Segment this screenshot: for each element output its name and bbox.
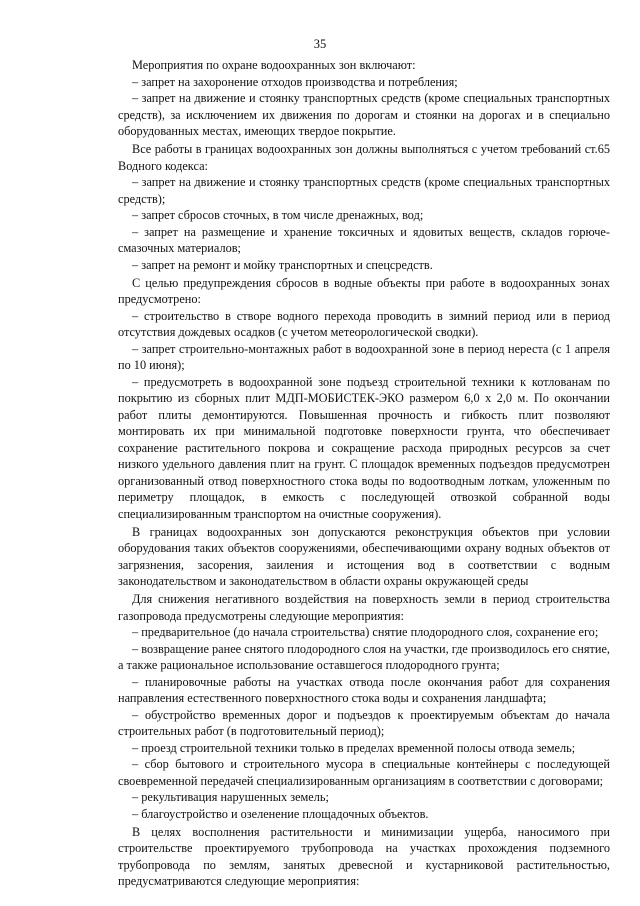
list-item-temporary-roads: – обустройство временных дорог и подъездов к проектируемым объектам до начала строительных работ (в подготовительный период); — [118, 707, 610, 738]
list-item-road-plates: – предусмотреть в водоохранной зоне подъезд строительной техники к котлованам по покрытию из сборных плит МДП-МОБИСТЕК-ЭКО размером 6,0 х 2,0 м. По окончании работ плиты демонтируются. Повышенная прочность и гибкость плит позволяют монтировать их при минимальной подготовке поверхности грунта, что обеспечивает сохранение растительного покрова и сокращение расхода природных ресурсов за счет низкого удельного давления плит на грунт. С площадок временных подъездов предусмотрен организованный отвод поверхностного стока воды по водоотводным лоткам, уложенным по периметру площадок, в емкость с последующей отвозкой собранной воды специализированным транспортом на очистные сооружения). — [118, 374, 610, 521]
paragraph-vegetation-restoration: В целях восполнения растительности и минимизации ущерба, наносимого при строительстве проектируемого трубопровода на участках прохождения подземного трубопровода по землям, занятых древесной и кустарниковой растительностью, предусматриваются следующие мероприятия: — [118, 824, 610, 888]
list-item-vehicle-ban: – запрет на движение и стоянку транспортных средств (кроме специальных транспортных средств), за исключением их движения по дорогам и стоянки на дорогах и в специально оборудованных местах, имеющих твердое покрытие. — [118, 91, 610, 138]
paragraph-reconstruction: В границах водоохранных зон допускаются реконструкция объектов при условии оборудования таких объектов сооружениями, обеспечивающими охрану водных объектов от загрязнения, засорения, заиления и истощения вод в соответствии с водным законодательством и законодательством в области охраны окружающей среды — [118, 524, 610, 588]
list-item-toxic-storage-ban: – запрет на размещение и хранение токсичных и ядовитых веществ, складов горюче-смазочных материалов; — [118, 224, 610, 255]
list-item-topsoil-return: – возвращение ранее снятого плодородного слоя на участки, где производилось его снятие, а также рациональное использование оставшегося плодородного грунта; — [118, 641, 610, 672]
page-number: 35 — [313, 37, 327, 51]
list-item-recultivation: – рекультивация нарушенных земель; — [132, 790, 329, 804]
list-item-equipment-passage: – проезд строительной техники только в пределах временной полосы отвода земель; — [132, 740, 576, 755]
list-item-landscaping: – благоустройство и озеленение площадочных объектов. — [132, 806, 429, 821]
list-item-waste-collection: – сбор бытового и строительного мусора в специальные контейнеры с последующей своевременной передачей специализированным организациям в соответствии с договорами; — [118, 757, 610, 788]
list-item-grading-works: – планировочные работы на участках отвода после окончания работ для сохранения направления естественного поверхностного стока воды и сохранения ландшафта; — [118, 674, 610, 705]
list-item-repair-washing-ban: – запрет на ремонт и мойку транспортных и спецсредств. — [132, 257, 433, 272]
paragraph-discharge-prevention: С целью предупреждения сбросов в водные объекты при работе в водоохранных зонах предусмотрено: — [118, 275, 610, 306]
list-item-wastewater-discharge-ban: – запрет сбросов сточных, в том числе дренажных, вод; — [132, 208, 424, 222]
document-body — [118, 57, 610, 890]
list-item-vehicle-movement-ban: – запрет на движение и стоянку транспортных средств (кроме специальных транспортных средств); — [118, 175, 610, 206]
paragraph-land-impact-intro: Для снижения негативного воздействия на поверхность земли в период строительства газопровода предусмотрены следующие мероприятия: — [118, 592, 610, 623]
list-item-topsoil-removal: – предварительное (до начала строительства) снятие плодородного слоя, сохранение его; — [132, 625, 599, 639]
list-item-winter-construction: – строительство в створе водного перехода проводить в зимний период или в период отсутствия дождевых осадков (с учетом метеорологической сводки). — [118, 308, 610, 339]
paragraph-measures-intro: Мероприятия по охране водоохранных зон включают: — [132, 58, 416, 72]
paragraph-water-code-requirements: Все работы в границах водоохранных зон должны выполняться с учетом требований ст.65 Водного кодекса: — [118, 142, 610, 173]
list-item-spawning-period-ban: – запрет строительно-монтажных работ в водоохранной зоне в период нереста (с 1 апреля по 10 июня); — [118, 341, 610, 372]
list-item-waste-burial-ban: – запрет на захоронение отходов производства и потребления; — [132, 74, 458, 89]
